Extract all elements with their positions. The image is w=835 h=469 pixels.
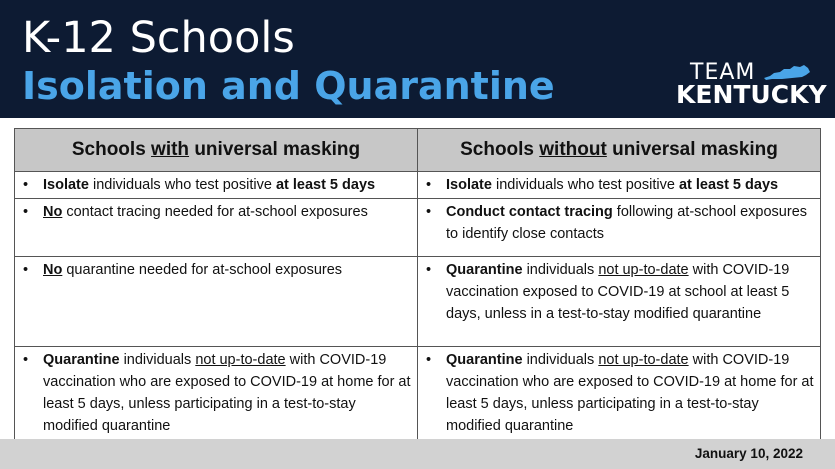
slide-footer <box>0 439 835 469</box>
table-header-row <box>15 129 821 172</box>
bullet: • <box>23 177 29 193</box>
table-row <box>15 199 821 257</box>
bullet: • <box>426 262 432 278</box>
table-cell: • Conduct contact tracing following at-school exposures to identify close contacts <box>418 199 821 257</box>
slide-subtitle: Isolation and Quarantine <box>22 64 555 108</box>
table-cell: • No quarantine needed for at-school exposures <box>15 257 418 347</box>
table-cell: • Quarantine individuals not up-to-date with COVID-19 vaccination who are exposed to COVID-19 at home for at least 5 days, unless participating in a test-to-stay modified quarantine <box>418 347 821 440</box>
bullet: • <box>23 204 29 220</box>
bullet: • <box>426 177 432 193</box>
table-row <box>15 257 821 347</box>
bullet: • <box>23 352 29 368</box>
table-cell: • Isolate individuals who test positive at least 5 days <box>418 172 821 199</box>
table-cell: • Isolate individuals who test positive at least 5 days <box>15 172 418 199</box>
slide-title: K-12 Schools <box>22 13 295 63</box>
logo-team-text: TEAM <box>690 60 756 85</box>
table-cell: • No contact tracing needed for at-school exposures <box>15 199 418 257</box>
bullet: • <box>426 352 432 368</box>
table-cell: • Quarantine individuals not up-to-date with COVID-19 vaccination exposed to COVID-19 at school at least 5 days, unless in a test-to-stay modified quarantine <box>418 257 821 347</box>
table-row <box>15 172 821 199</box>
team-kentucky-logo <box>676 60 827 109</box>
col-header-without-masking: Schools without universal masking <box>418 129 821 172</box>
table-row <box>15 347 821 440</box>
bullet: • <box>23 262 29 278</box>
slide-date: January 10, 2022 <box>694 446 803 461</box>
bullet: • <box>426 204 432 220</box>
logo-state-text: KENTUCKY <box>676 80 827 109</box>
table-cell: • Quarantine individuals not up-to-date with COVID-19 vaccination who are exposed to COVID-19 at home for at least 5 days, unless participating in a test-to-stay modified quarantine <box>15 347 418 440</box>
slide-header <box>0 0 835 118</box>
isolation-quarantine-table <box>14 128 821 440</box>
col-header-with-masking: Schools with universal masking <box>15 129 418 172</box>
